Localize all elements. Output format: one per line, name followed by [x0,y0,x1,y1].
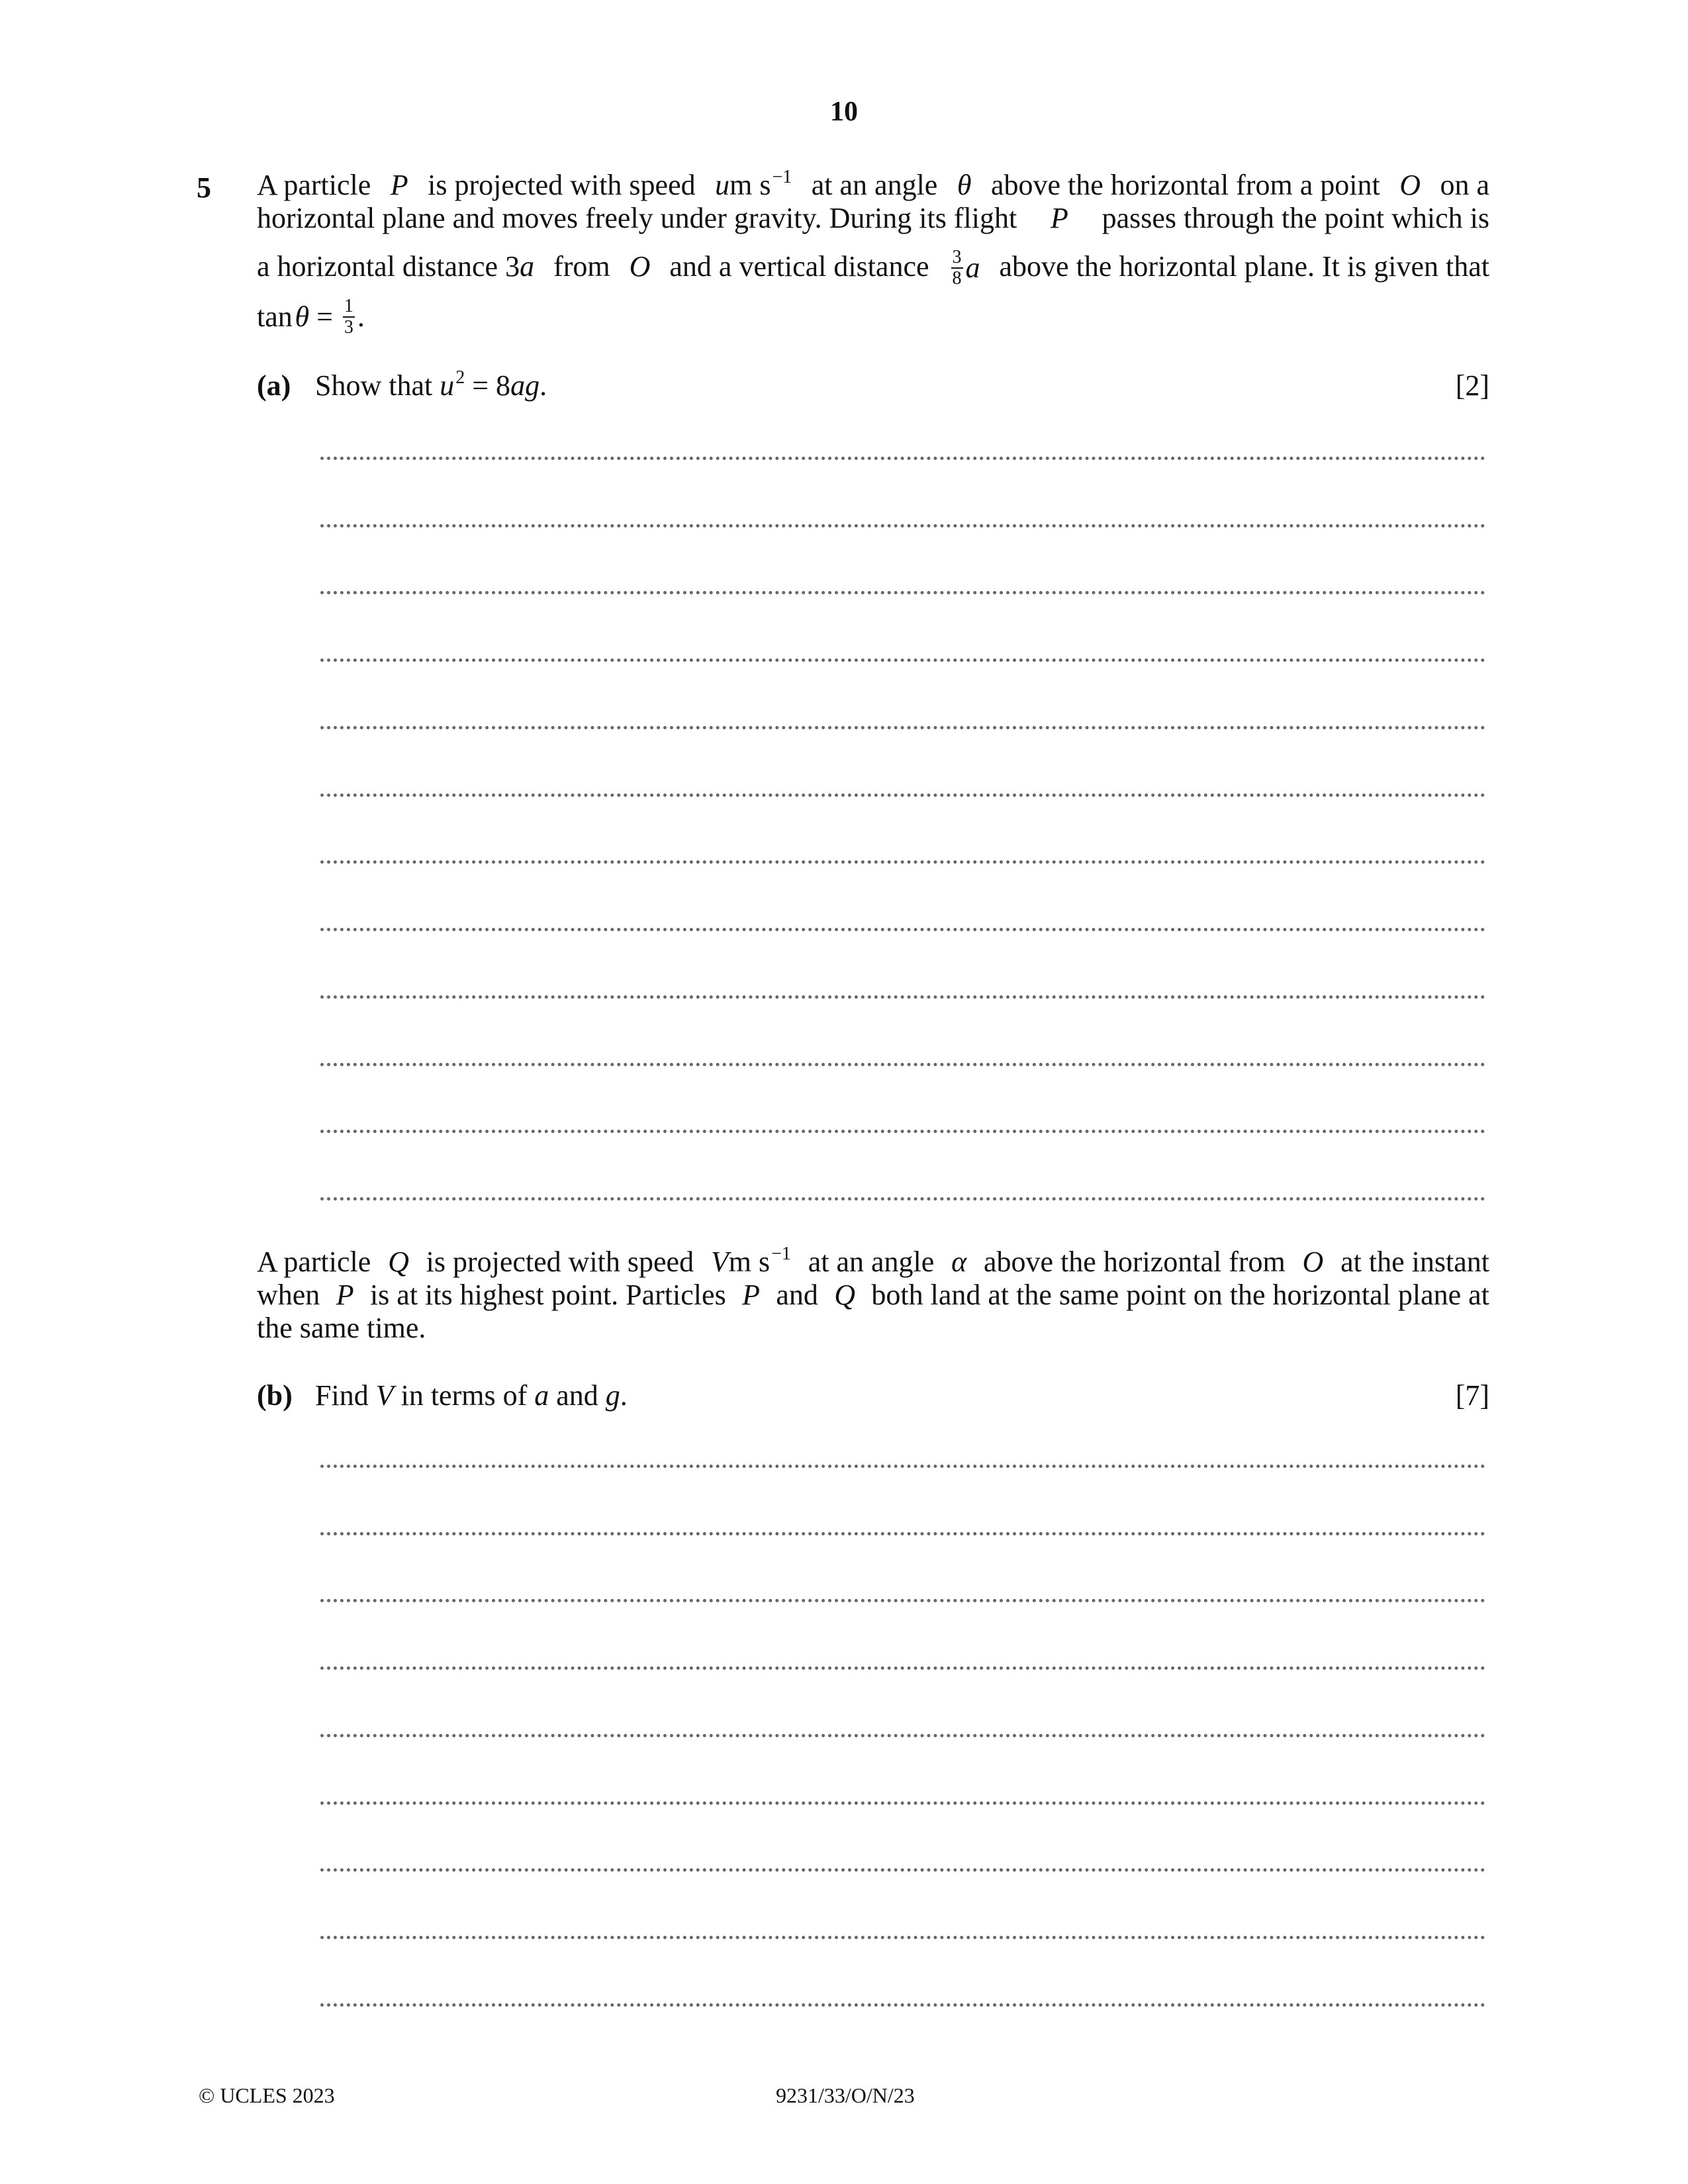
answer-line[interactable] [320,1532,1485,1535]
answer-line[interactable] [320,995,1485,999]
part-b-text: Find V in terms of a and g. [315,1379,628,1412]
footer-copyright: © UCLES 2023 [199,2083,335,2107]
question-stem-line-2: horizontal plane and moves freely under gravity. During its flight P passes through the point which is [257,202,1489,234]
answer-line[interactable] [320,2003,1485,2007]
answer-line[interactable] [320,1465,1485,1468]
answer-line[interactable] [320,1666,1485,1670]
question-stem-line-1: A particle P is projected with speed um $s^{-1}$ at an angle θ above the horizontal from a point O on a [257,167,1489,201]
answer-line[interactable] [320,794,1485,797]
part-a-text: Show that $u^2 = 8ag$. [315,367,547,402]
part-b-marks: [7] [1455,1379,1489,1412]
answer-line[interactable] [320,659,1485,662]
part-a-marks: [2] [1455,369,1489,402]
fraction-three-eighths: $\frac{3}{8}$ [952,247,962,289]
answer-line[interactable] [320,860,1485,864]
page-number: 10 [830,97,858,127]
part-a-label: (a) [257,369,291,402]
answer-line[interactable] [320,457,1485,460]
answer-line[interactable] [320,1734,1485,1737]
question-stem-line-4: tan θ = $\frac{1}{3}$ . [257,296,365,338]
answer-line[interactable] [320,1868,1485,1872]
answer-line[interactable] [320,1063,1485,1066]
answer-line[interactable] [320,591,1485,594]
question-number: 5 [197,171,211,204]
answer-line[interactable] [320,928,1485,931]
part-b-label: (b) [257,1379,293,1412]
answer-line[interactable] [320,1197,1485,1201]
answer-line[interactable] [320,1801,1485,1805]
answer-line[interactable] [320,1936,1485,1939]
answer-line[interactable] [320,1130,1485,1133]
answer-line[interactable] [320,524,1485,527]
fraction-one-third: $\frac{1}{3}$ [344,296,353,338]
question-stem-line-3: a horizontal distance 3a from O and a vertical distance $\frac{3}{8}$ a above the horizontal plane. It is given that [257,247,1489,289]
middle-text-line-2: when P is at its highest point. Particles P and Q both land at the same point on the horizontal plane at [257,1279,1489,1311]
middle-text-line-3: the same time. [257,1312,426,1344]
footer-paper-code: 9231/33/O/N/23 [776,2083,915,2107]
answer-line[interactable] [320,726,1485,729]
middle-text-line-1: A particle Q is projected with speed Vm $s^{-1}$ at an angle α above the horizontal from O at the instant [257,1244,1489,1278]
answer-line[interactable] [320,1599,1485,1602]
